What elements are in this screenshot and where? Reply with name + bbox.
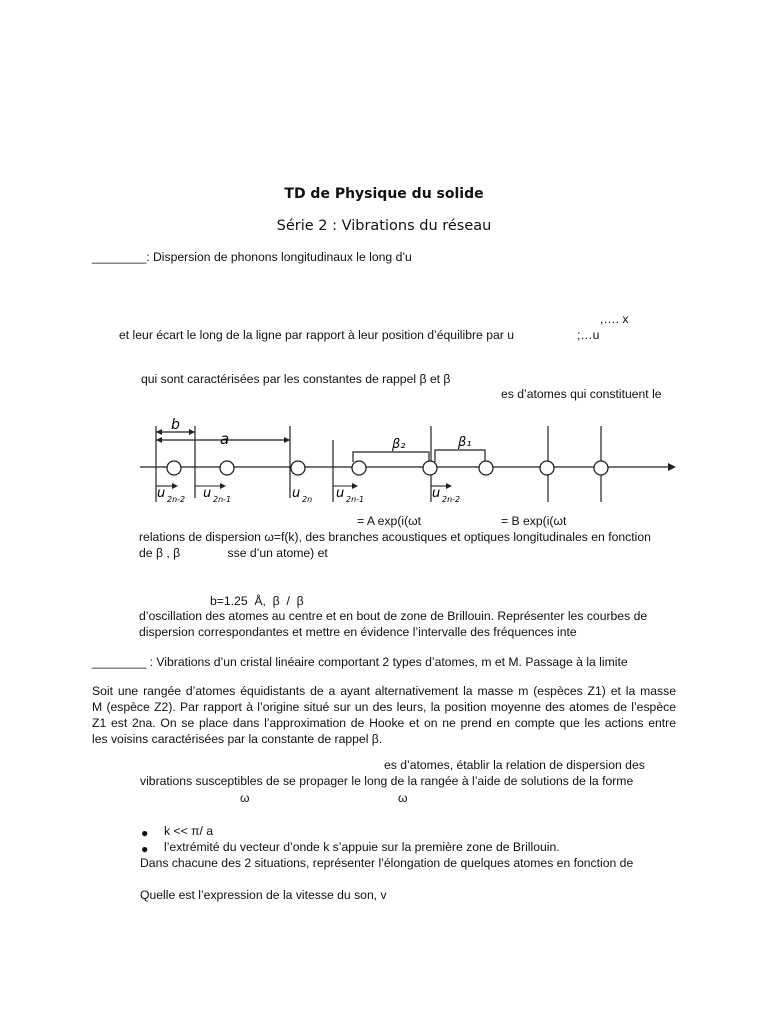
atom bbox=[594, 461, 608, 475]
ex2-question-3: Quelle est l’expression de la vitesse du son, v bbox=[140, 888, 387, 902]
question-2-line-0: b=1.25 Å, β / β bbox=[210, 594, 304, 608]
line-atomes: es d’atomes qui constituent le bbox=[501, 387, 662, 401]
u-label: u bbox=[336, 486, 345, 501]
equation-a: = A exp(i(ωt bbox=[357, 514, 422, 528]
u-label: u bbox=[157, 486, 166, 501]
atom bbox=[167, 461, 181, 475]
exercise-2-heading: ________ : Vibrations d’un cristal linéaire comportant 2 types d’atomes, m et M. Passage à la limite bbox=[92, 655, 628, 669]
page-subtitle: Série 2 : Vibrations du réseau bbox=[276, 218, 492, 234]
u-subscript: 2n-2 bbox=[442, 495, 461, 504]
atom bbox=[540, 461, 554, 475]
line-rappel: qui sont caractérisées par les constantes de rappel β et β bbox=[141, 372, 451, 386]
atom bbox=[479, 461, 493, 475]
paragraph-line: les voisins caractérisées par la constante de rappel β. bbox=[92, 732, 383, 746]
u-subscript: 2n-2 bbox=[167, 495, 186, 504]
u-label: u bbox=[203, 486, 212, 501]
question-2-line-1: d’oscillation des atomes au centre et en bout de zone de Brillouin. Représenter les courbes de bbox=[139, 609, 648, 623]
atom-chain-figure bbox=[140, 418, 680, 518]
page-title: TD de Physique du solide bbox=[284, 186, 484, 202]
u-subscript: 2n-1 bbox=[213, 495, 232, 504]
paragraph-line: Z1 est 2na. On se place dans l’approximation de Hooke et on ne prend en compte que les actions entre bbox=[92, 716, 676, 730]
equation-b: = B exp(i(ωt bbox=[501, 514, 567, 528]
atom bbox=[352, 461, 366, 475]
u-label: u bbox=[432, 486, 441, 501]
paragraph-line: Soit une rangée d’atomes équidistants de a ayant alternativement la masse m (espèces Z1) et la masse bbox=[92, 684, 676, 698]
label-beta2: β₂ bbox=[392, 437, 406, 452]
u-subscript: 2n bbox=[302, 495, 313, 504]
label-a: a bbox=[220, 430, 230, 448]
ex2-question-2: Dans chacune des 2 situations, représenter l’élongation de quelques atomes en fonction de bbox=[140, 856, 634, 870]
atoms bbox=[167, 461, 608, 475]
omega-symbol: ω bbox=[398, 791, 408, 805]
atom bbox=[423, 461, 437, 475]
exercise-1-heading: ________: Dispersion de phonons longitudinaux le long d’u bbox=[92, 250, 412, 264]
atom bbox=[220, 461, 234, 475]
question-1-line-1: relations de dispersion ω=f(k), des branches acoustiques et optiques longitudinales en fonction bbox=[139, 530, 651, 544]
atom bbox=[291, 461, 305, 475]
fragment-x: ,…. x bbox=[600, 312, 629, 326]
bullet-item-1: k << π/ a bbox=[164, 824, 214, 838]
omega-symbol: ω bbox=[240, 791, 250, 805]
bullet-dot: ● bbox=[141, 826, 149, 840]
label-b: b bbox=[171, 418, 180, 433]
bullet-item-2: l’extrémité du vecteur d’onde k s’appuie sur la première zone de Brillouin. bbox=[164, 840, 560, 854]
ex2-question-1-line-0: es d’atomes, établir la relation de dispersion des bbox=[384, 758, 645, 772]
question-2-line-2: dispersion correspondantes et mettre en évidence l’intervalle des fréquences inte bbox=[139, 625, 577, 639]
exercise-2-paragraph bbox=[92, 683, 676, 747]
label-beta1: β₁ bbox=[458, 435, 472, 450]
fragment-u: ;…u bbox=[577, 328, 600, 342]
paragraph-line: M (espèce Z2). Par rapport à l’origine situé sur un des leurs, la position moyenne des atomes de l’espèce bbox=[92, 700, 676, 714]
u-subscript: 2n-1 bbox=[346, 495, 365, 504]
ex2-question-1-line-1: vibrations susceptibles de se propager le long de la rangée à l’aide de solutions de la forme bbox=[140, 774, 634, 788]
question-1-line-2: de β , β sse d’un atome) et bbox=[139, 546, 328, 560]
line-ecart: et leur écart le long de la ligne par rapport à leur position d’équilibre par u bbox=[119, 328, 514, 342]
u-label: u bbox=[292, 486, 301, 501]
bullet-dot: ● bbox=[141, 842, 149, 856]
